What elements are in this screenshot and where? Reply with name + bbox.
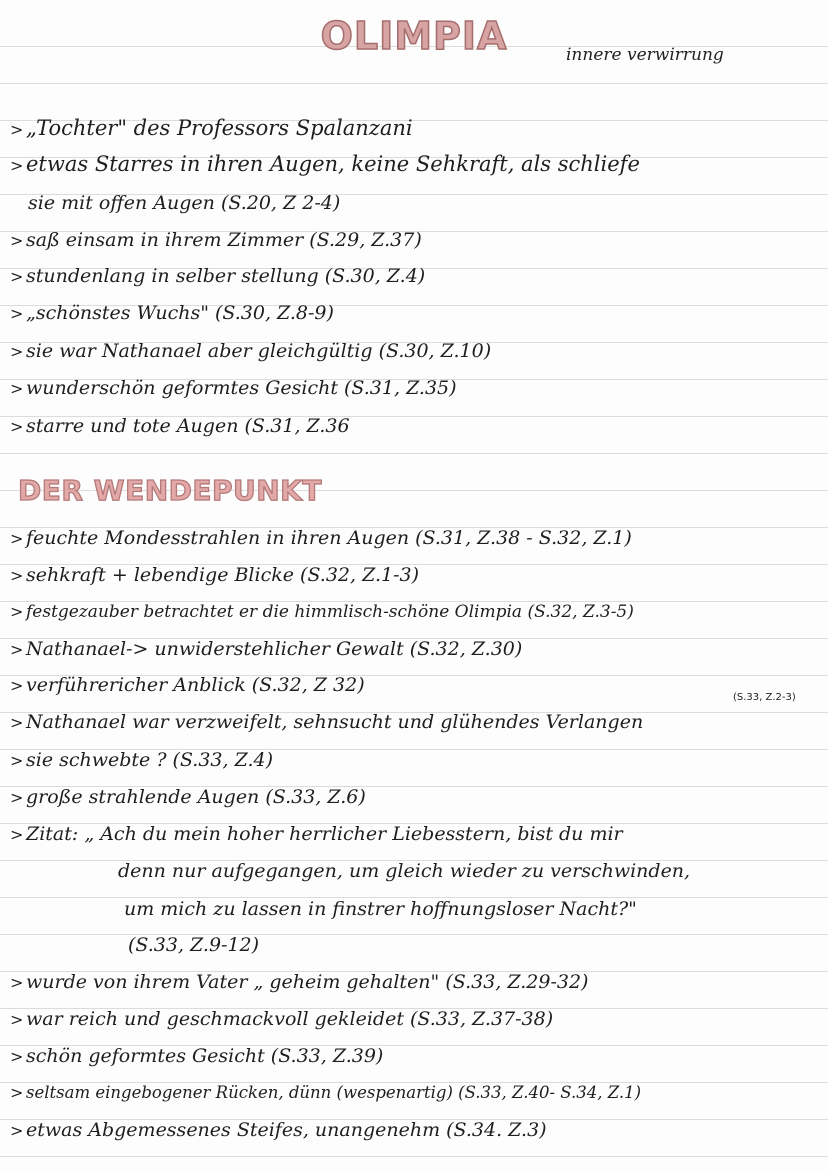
quote-reference: (S.33, Z.9-12) (128, 934, 260, 956)
bullet-marker: > (10, 825, 24, 844)
bullet-marker: > (10, 676, 24, 695)
note-line (10, 1007, 553, 1032)
bullet-marker: > (10, 973, 24, 992)
reference-note: (S.33, Z.2-3) (733, 692, 796, 703)
note-line (10, 673, 365, 698)
bullet-marker: > (10, 379, 24, 398)
bullet-marker: > (10, 713, 24, 732)
bullet-marker: > (10, 1047, 24, 1066)
note-text: wunderschön geformtes Gesicht (S.31, Z.35) (26, 377, 457, 399)
note-line (10, 414, 350, 439)
note-text: feuchte Mondesstrahlen in ihren Augen (S.31, Z.38 - S.32, Z.1) (26, 527, 632, 549)
note-line (10, 970, 588, 995)
note-text: Zitat: „ Ach du mein hoher herrlicher Liebesstern, bist du mir (26, 823, 623, 845)
note-line (10, 376, 457, 401)
note-line (10, 228, 422, 253)
note-text: verführericher Anblick (S.32, Z 32) (26, 674, 365, 696)
note-line (10, 116, 413, 142)
note-text: starre und tote Augen (S.31, Z.36 (26, 415, 350, 437)
note-text: „Tochter" des Professors Spalanzani (26, 116, 413, 140)
note-line (10, 339, 491, 364)
bullet-marker: > (10, 788, 24, 807)
note-text: Nathanael-> unwiderstehlicher Gewalt (S.32, Z.30) (26, 638, 523, 660)
bullet-marker: > (10, 417, 24, 436)
note-line (10, 1118, 547, 1143)
note-text: stundenlang in selber stellung (S.30, Z.4) (26, 265, 426, 287)
note-line (10, 152, 640, 178)
bullet-marker: > (10, 156, 24, 175)
bullet-marker: > (10, 342, 24, 361)
note-text: seltsam eingebogener Rücken, dünn (wespenartig) (S.33, Z.40- S.34, Z.1) (26, 1083, 642, 1102)
note-line (10, 748, 273, 773)
bullet-marker: > (10, 566, 24, 585)
note-text: sie war Nathanael aber gleichgültig (S.30, Z.10) (26, 340, 492, 362)
note-text: große strahlende Augen (S.33, Z.6) (26, 786, 366, 808)
quote-continuation: um mich zu lassen in finstrer hoffnungsloser Nacht?" (124, 898, 637, 920)
note-text: war reich und geschmackvoll gekleidet (S.33, Z.37-38) (26, 1008, 554, 1030)
note-line (10, 710, 643, 735)
note-text: sehkraft + lebendige Blicke (S.32, Z.1-3) (26, 564, 419, 586)
note-line (10, 526, 632, 551)
note-line (10, 600, 634, 624)
bullet-marker: > (10, 1010, 24, 1029)
bullet-marker: > (10, 529, 24, 548)
page-subtitle: innere verwirrung (566, 45, 724, 65)
note-text: festgezauber betrachtet er die himmlisch-schöne Olimpia (S.32, Z.3-5) (26, 602, 634, 622)
note-line (10, 1081, 641, 1105)
note-line (10, 563, 419, 588)
page-title: OLIMPIA (320, 14, 508, 58)
bullet-marker: > (10, 231, 24, 250)
note-text: „schönstes Wuchs" (S.30, Z.8-9) (26, 302, 334, 324)
note-text: wurde von ihrem Vater „ geheim gehalten" (S.33, Z.29-32) (26, 971, 589, 993)
note-line (10, 301, 334, 326)
note-line (10, 1044, 383, 1069)
note-text: etwas Abgemessenes Steifes, unangenehm (S.34. Z.3) (26, 1119, 547, 1141)
bullet-marker: > (10, 640, 24, 659)
note-text: Nathanael war verzweifelt, sehnsucht und glühendes Verlangen (26, 711, 644, 733)
section-heading: DER WENDEPUNKT (18, 474, 322, 507)
quote-continuation: denn nur aufgegangen, um gleich wieder zu verschwinden, (118, 860, 691, 882)
note-text: sie schwebte ? (S.33, Z.4) (26, 749, 274, 771)
note-line (10, 785, 366, 810)
bullet-marker: > (10, 1121, 24, 1140)
bullet-marker: > (10, 751, 24, 770)
bullet-marker: > (10, 304, 24, 323)
note-continuation: sie mit offen Augen (S.20, Z 2-4) (28, 192, 341, 214)
bullet-marker: > (10, 267, 24, 286)
note-line (10, 264, 425, 289)
note-line (10, 637, 522, 662)
bullet-marker: > (10, 120, 24, 139)
note-text: schön geformtes Gesicht (S.33, Z.39) (26, 1045, 384, 1067)
note-text: etwas Starres in ihren Augen, keine Sehkraft, als schliefe (26, 152, 640, 176)
bullet-marker: > (10, 602, 24, 621)
note-line (10, 822, 623, 847)
note-text: saß einsam in ihrem Zimmer (S.29, Z.37) (26, 229, 422, 251)
bullet-marker: > (10, 1083, 24, 1102)
